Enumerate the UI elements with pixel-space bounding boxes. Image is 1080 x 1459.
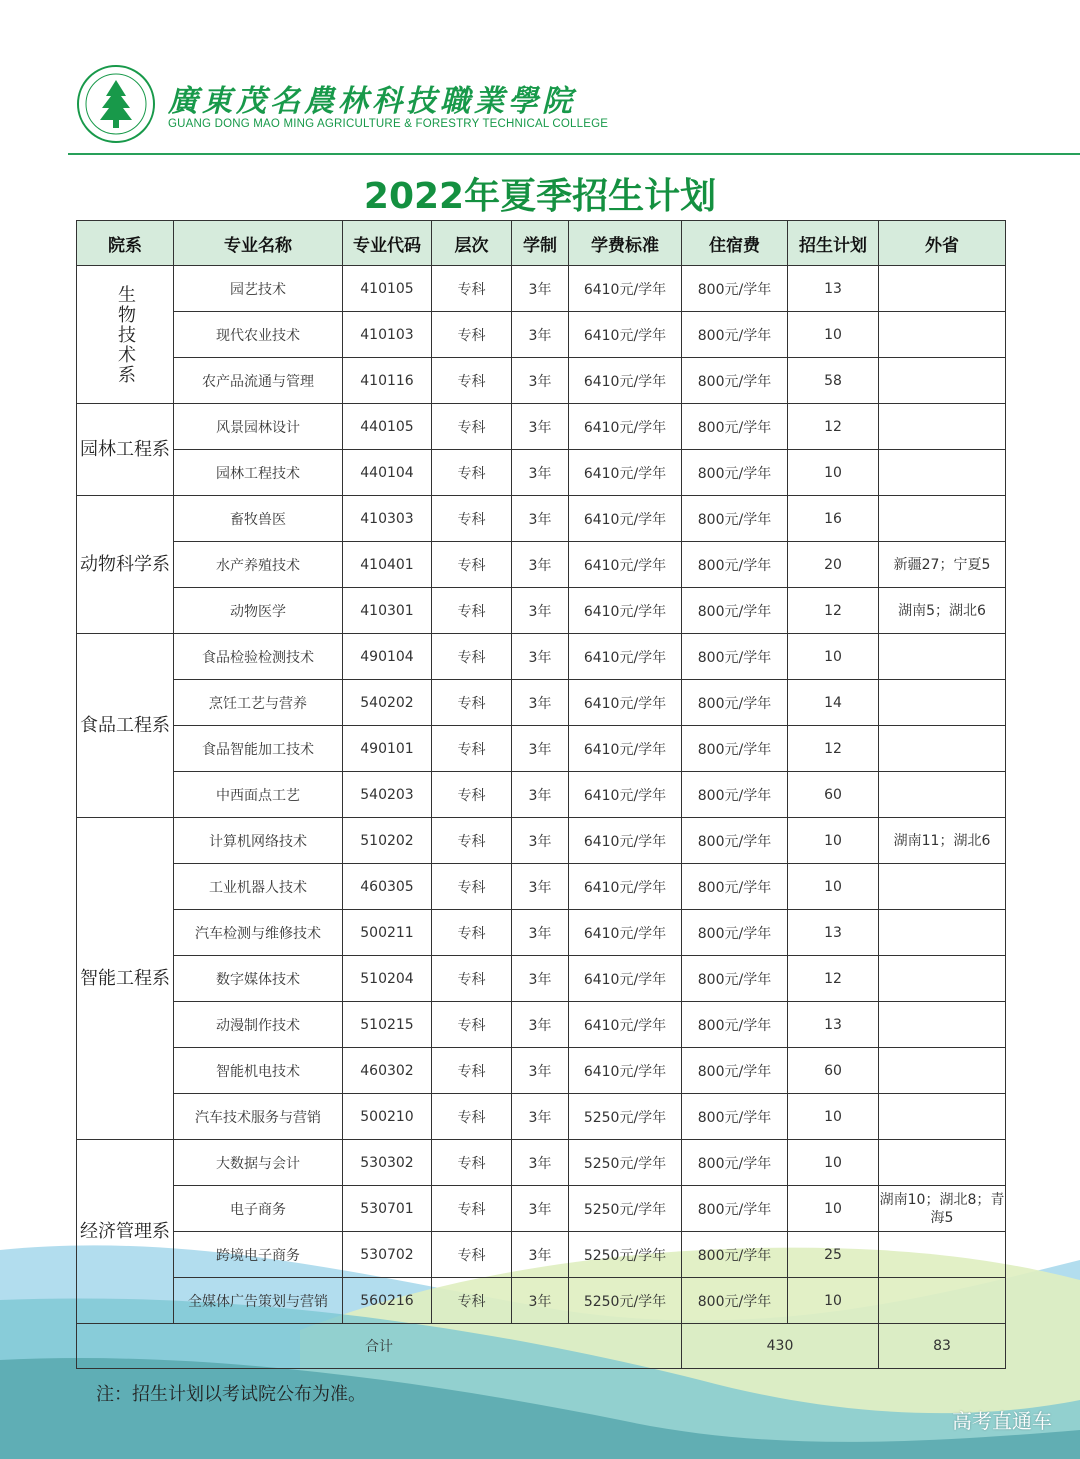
table-row xyxy=(77,1186,1006,1232)
college-header xyxy=(76,64,1016,154)
column-header: 专业代码 xyxy=(343,221,432,266)
table-row xyxy=(77,772,1006,818)
tuition-cell: 6410元/学年 xyxy=(569,312,682,358)
major-code-cell: 510202 xyxy=(343,818,432,864)
level-cell: 专科 xyxy=(432,772,512,818)
dorm-fee-cell: 800元/学年 xyxy=(682,1140,788,1186)
table-row xyxy=(77,956,1006,1002)
tuition-cell: 5250元/学年 xyxy=(569,1278,682,1324)
major-name-cell: 中西面点工艺 xyxy=(174,772,343,818)
out-of-province-cell xyxy=(879,1094,1006,1140)
level-cell: 专科 xyxy=(432,496,512,542)
table-row xyxy=(77,1278,1006,1324)
dorm-fee-cell: 800元/学年 xyxy=(682,358,788,404)
footnote: 注：招生计划以考试院公布为准。 xyxy=(96,1384,366,1405)
table-row xyxy=(77,680,1006,726)
out-of-province-cell: 湖南10；湖北8；青海5 xyxy=(879,1186,1006,1232)
plan-count-cell: 12 xyxy=(788,588,879,634)
level-cell: 专科 xyxy=(432,1094,512,1140)
major-code-cell: 490104 xyxy=(343,634,432,680)
out-of-province-cell xyxy=(879,404,1006,450)
duration-cell: 3年 xyxy=(512,404,569,450)
dorm-fee-cell: 800元/学年 xyxy=(682,404,788,450)
tuition-cell: 5250元/学年 xyxy=(569,1186,682,1232)
major-name-cell: 现代农业技术 xyxy=(174,312,343,358)
dorm-fee-cell: 800元/学年 xyxy=(682,680,788,726)
tuition-cell: 5250元/学年 xyxy=(569,1232,682,1278)
plan-count-cell: 60 xyxy=(788,1048,879,1094)
dorm-fee-cell: 800元/学年 xyxy=(682,1232,788,1278)
major-name-cell: 全媒体广告策划与营销 xyxy=(174,1278,343,1324)
major-name-cell: 风景园林设计 xyxy=(174,404,343,450)
out-of-province-cell xyxy=(879,496,1006,542)
table-row xyxy=(77,496,1006,542)
plan-count-cell: 10 xyxy=(788,634,879,680)
tuition-cell: 6410元/学年 xyxy=(569,818,682,864)
tuition-cell: 6410元/学年 xyxy=(569,404,682,450)
out-of-province-cell: 新疆27；宁夏5 xyxy=(879,542,1006,588)
major-name-cell: 跨境电子商务 xyxy=(174,1232,343,1278)
duration-cell: 3年 xyxy=(512,1140,569,1186)
major-code-cell: 440104 xyxy=(343,450,432,496)
out-of-province-cell xyxy=(879,358,1006,404)
department-cell: 食品工程系 xyxy=(77,634,174,818)
watermark-text: 高考直通车 xyxy=(952,1409,1052,1433)
level-cell: 专科 xyxy=(432,864,512,910)
department-cell: 生物技术系 xyxy=(77,266,174,404)
plan-count-cell: 10 xyxy=(788,864,879,910)
major-name-cell: 计算机网络技术 xyxy=(174,818,343,864)
plan-count-cell: 12 xyxy=(788,956,879,1002)
table-row xyxy=(77,634,1006,680)
major-code-cell: 510215 xyxy=(343,1002,432,1048)
dorm-fee-cell: 800元/学年 xyxy=(682,956,788,1002)
level-cell: 专科 xyxy=(432,956,512,1002)
major-name-cell: 动物医学 xyxy=(174,588,343,634)
major-name-cell: 畜牧兽医 xyxy=(174,496,343,542)
major-code-cell: 530701 xyxy=(343,1186,432,1232)
duration-cell: 3年 xyxy=(512,496,569,542)
out-of-province-cell xyxy=(879,956,1006,1002)
major-code-cell: 500210 xyxy=(343,1094,432,1140)
level-cell: 专科 xyxy=(432,680,512,726)
major-code-cell: 510204 xyxy=(343,956,432,1002)
major-name-cell: 园艺技术 xyxy=(174,266,343,312)
out-of-province-cell xyxy=(879,1002,1006,1048)
duration-cell: 3年 xyxy=(512,450,569,496)
total-plan-cell: 430 xyxy=(682,1324,879,1369)
dorm-fee-cell: 800元/学年 xyxy=(682,266,788,312)
duration-cell: 3年 xyxy=(512,726,569,772)
duration-cell: 3年 xyxy=(512,588,569,634)
major-name-cell: 动漫制作技术 xyxy=(174,1002,343,1048)
major-code-cell: 460305 xyxy=(343,864,432,910)
level-cell: 专科 xyxy=(432,634,512,680)
out-of-province-cell xyxy=(879,634,1006,680)
table-row xyxy=(77,1002,1006,1048)
out-of-province-cell: 湖南5；湖北6 xyxy=(879,588,1006,634)
dorm-fee-cell: 800元/学年 xyxy=(682,864,788,910)
table-row xyxy=(77,588,1006,634)
level-cell: 专科 xyxy=(432,404,512,450)
table-row xyxy=(77,404,1006,450)
table-row xyxy=(77,864,1006,910)
level-cell: 专科 xyxy=(432,1048,512,1094)
major-code-cell: 560216 xyxy=(343,1278,432,1324)
table-row xyxy=(77,910,1006,956)
duration-cell: 3年 xyxy=(512,1232,569,1278)
plan-count-cell: 10 xyxy=(788,1186,879,1232)
table-body xyxy=(77,266,1006,1369)
level-cell: 专科 xyxy=(432,312,512,358)
college-emblem-icon xyxy=(76,64,156,144)
level-cell: 专科 xyxy=(432,1140,512,1186)
level-cell: 专科 xyxy=(432,818,512,864)
tuition-cell: 6410元/学年 xyxy=(569,772,682,818)
table-row xyxy=(77,1232,1006,1278)
out-of-province-cell: 湖南11；湖北6 xyxy=(879,818,1006,864)
major-name-cell: 大数据与会计 xyxy=(174,1140,343,1186)
table-row xyxy=(77,1140,1006,1186)
column-header: 专业名称 xyxy=(174,221,343,266)
out-of-province-cell xyxy=(879,1278,1006,1324)
duration-cell: 3年 xyxy=(512,910,569,956)
dorm-fee-cell: 800元/学年 xyxy=(682,1278,788,1324)
tuition-cell: 6410元/学年 xyxy=(569,266,682,312)
college-name-chinese: 廣東茂名農林科技職業學院 xyxy=(168,84,576,119)
plan-count-cell: 10 xyxy=(788,1094,879,1140)
dorm-fee-cell: 800元/学年 xyxy=(682,542,788,588)
total-row xyxy=(77,1324,1006,1369)
department-cell: 智能工程系 xyxy=(77,818,174,1140)
major-name-cell: 食品检验检测技术 xyxy=(174,634,343,680)
duration-cell: 3年 xyxy=(512,634,569,680)
plan-count-cell: 25 xyxy=(788,1232,879,1278)
tuition-cell: 6410元/学年 xyxy=(569,358,682,404)
major-name-cell: 园林工程技术 xyxy=(174,450,343,496)
major-code-cell: 410401 xyxy=(343,542,432,588)
page-title: 2022年夏季招生计划 xyxy=(363,176,717,217)
major-code-cell: 410105 xyxy=(343,266,432,312)
plan-count-cell: 12 xyxy=(788,404,879,450)
dorm-fee-cell: 800元/学年 xyxy=(682,726,788,772)
table-row xyxy=(77,726,1006,772)
header-divider xyxy=(68,153,1080,155)
plan-count-cell: 13 xyxy=(788,1002,879,1048)
duration-cell: 3年 xyxy=(512,680,569,726)
tuition-cell: 6410元/学年 xyxy=(569,726,682,772)
tuition-cell: 6410元/学年 xyxy=(569,956,682,1002)
dorm-fee-cell: 800元/学年 xyxy=(682,772,788,818)
major-code-cell: 530702 xyxy=(343,1232,432,1278)
department-cell: 经济管理系 xyxy=(77,1140,174,1324)
plan-count-cell: 14 xyxy=(788,680,879,726)
dorm-fee-cell: 800元/学年 xyxy=(682,818,788,864)
duration-cell: 3年 xyxy=(512,266,569,312)
major-code-cell: 410116 xyxy=(343,358,432,404)
out-of-province-cell xyxy=(879,1048,1006,1094)
duration-cell: 3年 xyxy=(512,1186,569,1232)
plan-count-cell: 10 xyxy=(788,818,879,864)
duration-cell: 3年 xyxy=(512,358,569,404)
column-header: 住宿费 xyxy=(682,221,788,266)
dorm-fee-cell: 800元/学年 xyxy=(682,910,788,956)
plan-count-cell: 10 xyxy=(788,312,879,358)
major-name-cell: 水产养殖技术 xyxy=(174,542,343,588)
tuition-cell: 5250元/学年 xyxy=(569,1094,682,1140)
major-code-cell: 500211 xyxy=(343,910,432,956)
total-other-cell: 83 xyxy=(879,1324,1006,1369)
department-cell: 园林工程系 xyxy=(77,404,174,496)
major-name-cell: 烹饪工艺与营养 xyxy=(174,680,343,726)
plan-count-cell: 58 xyxy=(788,358,879,404)
duration-cell: 3年 xyxy=(512,772,569,818)
tuition-cell: 6410元/学年 xyxy=(569,450,682,496)
dorm-fee-cell: 800元/学年 xyxy=(682,1048,788,1094)
college-name-english: GUANG DONG MAO MING AGRICULTURE & FORESTRY TECHNICAL COLLEGE xyxy=(168,118,609,130)
major-code-cell: 530302 xyxy=(343,1140,432,1186)
major-name-cell: 工业机器人技术 xyxy=(174,864,343,910)
major-name-cell: 智能机电技术 xyxy=(174,1048,343,1094)
duration-cell: 3年 xyxy=(512,1094,569,1140)
plan-count-cell: 20 xyxy=(788,542,879,588)
table-row xyxy=(77,450,1006,496)
major-code-cell: 440105 xyxy=(343,404,432,450)
level-cell: 专科 xyxy=(432,1232,512,1278)
column-header: 学费标准 xyxy=(569,221,682,266)
out-of-province-cell xyxy=(879,864,1006,910)
duration-cell: 3年 xyxy=(512,1278,569,1324)
dorm-fee-cell: 800元/学年 xyxy=(682,588,788,634)
plan-count-cell: 10 xyxy=(788,450,879,496)
tuition-cell: 6410元/学年 xyxy=(569,634,682,680)
out-of-province-cell xyxy=(879,266,1006,312)
major-name-cell: 汽车技术服务与营销 xyxy=(174,1094,343,1140)
dorm-fee-cell: 800元/学年 xyxy=(682,1002,788,1048)
level-cell: 专科 xyxy=(432,1002,512,1048)
duration-cell: 3年 xyxy=(512,312,569,358)
plan-count-cell: 12 xyxy=(788,726,879,772)
major-name-cell: 数字媒体技术 xyxy=(174,956,343,1002)
major-code-cell: 410301 xyxy=(343,588,432,634)
plan-count-cell: 10 xyxy=(788,1278,879,1324)
plan-count-cell: 13 xyxy=(788,266,879,312)
major-name-cell: 农产品流通与管理 xyxy=(174,358,343,404)
table-row xyxy=(77,358,1006,404)
major-code-cell: 540203 xyxy=(343,772,432,818)
level-cell: 专科 xyxy=(432,1186,512,1232)
level-cell: 专科 xyxy=(432,542,512,588)
level-cell: 专科 xyxy=(432,588,512,634)
major-code-cell: 460302 xyxy=(343,1048,432,1094)
enrollment-plan-table xyxy=(76,220,1006,1369)
tuition-cell: 6410元/学年 xyxy=(569,542,682,588)
out-of-province-cell xyxy=(879,772,1006,818)
out-of-province-cell xyxy=(879,726,1006,772)
duration-cell: 3年 xyxy=(512,542,569,588)
tuition-cell: 6410元/学年 xyxy=(569,910,682,956)
table-row xyxy=(77,818,1006,864)
tuition-cell: 6410元/学年 xyxy=(569,588,682,634)
table-row xyxy=(77,1094,1006,1140)
plan-count-cell: 10 xyxy=(788,1140,879,1186)
department-cell: 动物科学系 xyxy=(77,496,174,634)
major-code-cell: 490101 xyxy=(343,726,432,772)
level-cell: 专科 xyxy=(432,726,512,772)
column-header: 层次 xyxy=(432,221,512,266)
tuition-cell: 6410元/学年 xyxy=(569,680,682,726)
table-row xyxy=(77,266,1006,312)
major-name-cell: 汽车检测与维修技术 xyxy=(174,910,343,956)
column-header: 院系 xyxy=(77,221,174,266)
dorm-fee-cell: 800元/学年 xyxy=(682,1186,788,1232)
tuition-cell: 6410元/学年 xyxy=(569,496,682,542)
dorm-fee-cell: 800元/学年 xyxy=(682,1094,788,1140)
table-row xyxy=(77,312,1006,358)
column-header: 招生计划 xyxy=(788,221,879,266)
plan-count-cell: 60 xyxy=(788,772,879,818)
level-cell: 专科 xyxy=(432,450,512,496)
level-cell: 专科 xyxy=(432,1278,512,1324)
major-code-cell: 410103 xyxy=(343,312,432,358)
tuition-cell: 6410元/学年 xyxy=(569,1002,682,1048)
major-name-cell: 电子商务 xyxy=(174,1186,343,1232)
plan-count-cell: 16 xyxy=(788,496,879,542)
duration-cell: 3年 xyxy=(512,818,569,864)
out-of-province-cell xyxy=(879,680,1006,726)
level-cell: 专科 xyxy=(432,910,512,956)
level-cell: 专科 xyxy=(432,266,512,312)
major-name-cell: 食品智能加工技术 xyxy=(174,726,343,772)
out-of-province-cell xyxy=(879,1232,1006,1278)
dorm-fee-cell: 800元/学年 xyxy=(682,634,788,680)
duration-cell: 3年 xyxy=(512,1002,569,1048)
total-label-cell: 合计 xyxy=(77,1324,682,1369)
table-row xyxy=(77,542,1006,588)
tuition-cell: 6410元/学年 xyxy=(569,864,682,910)
out-of-province-cell xyxy=(879,910,1006,956)
level-cell: 专科 xyxy=(432,358,512,404)
duration-cell: 3年 xyxy=(512,864,569,910)
major-code-cell: 540202 xyxy=(343,680,432,726)
out-of-province-cell xyxy=(879,1140,1006,1186)
tuition-cell: 5250元/学年 xyxy=(569,1140,682,1186)
major-code-cell: 410303 xyxy=(343,496,432,542)
table-header-row xyxy=(77,221,1006,266)
plan-count-cell: 13 xyxy=(788,910,879,956)
table-row xyxy=(77,1048,1006,1094)
duration-cell: 3年 xyxy=(512,956,569,1002)
tuition-cell: 6410元/学年 xyxy=(569,1048,682,1094)
out-of-province-cell xyxy=(879,450,1006,496)
duration-cell: 3年 xyxy=(512,1048,569,1094)
dorm-fee-cell: 800元/学年 xyxy=(682,450,788,496)
column-header: 外省 xyxy=(879,221,1006,266)
dorm-fee-cell: 800元/学年 xyxy=(682,312,788,358)
out-of-province-cell xyxy=(879,312,1006,358)
column-header: 学制 xyxy=(512,221,569,266)
dorm-fee-cell: 800元/学年 xyxy=(682,496,788,542)
